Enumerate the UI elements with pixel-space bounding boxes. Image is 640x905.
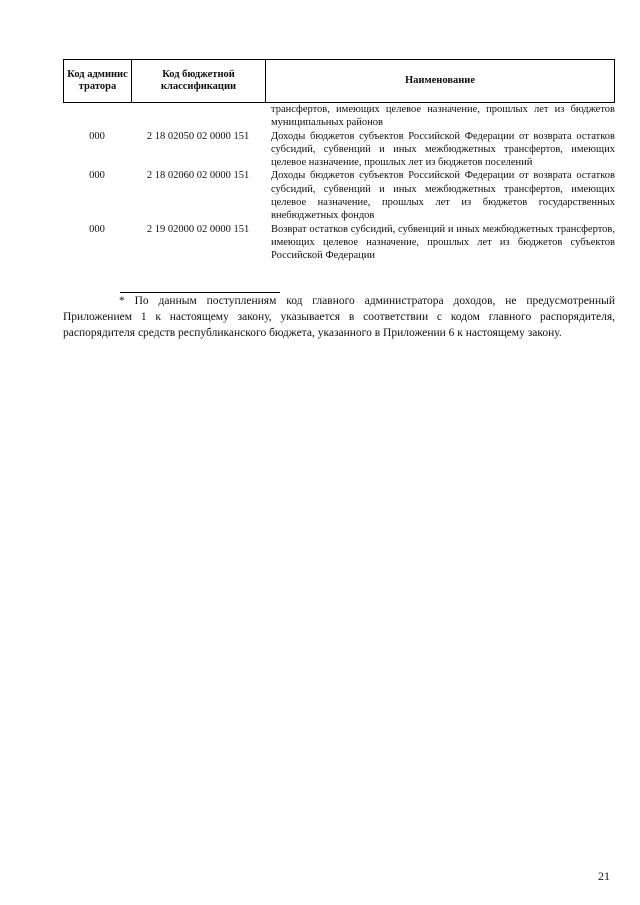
- row-code-cell: 2 19 02000 02 0000 151: [146, 223, 250, 235]
- page-number: 21: [598, 869, 610, 883]
- row-code-cell: 2 18 02050 02 0000 151: [146, 130, 250, 142]
- table-row: [63, 169, 615, 222]
- table-row-continuation: [63, 103, 615, 130]
- table-header: [63, 59, 615, 103]
- table-row: [63, 130, 615, 170]
- header-name: Наименование: [405, 75, 475, 86]
- row-name-cell: трансфертов, имеющих целевое назначение, прошлых лет из бюджетов муниципальных районов: [271, 104, 615, 129]
- row-code-cell: 2 18 02060 02 0000 151: [146, 170, 250, 182]
- table-body: [63, 103, 615, 263]
- row-admin-cell: 000: [89, 170, 105, 182]
- header-admin-code: Код админис тратора: [64, 60, 132, 102]
- row-admin-cell: 000: [89, 223, 105, 235]
- row-name-cell: Доходы бюджетов субъектов Российской Федерации от возврата остатков субсидий, субвенций и иных межбюджетных трансфертов, имеющих целевое назначение, прошлых лет из бюджетов поселений: [271, 130, 615, 169]
- row-name-cell: Доходы бюджетов субъектов Российской Федерации от возврата остатков субсидий, субвенций и иных межбюджетных трансфертов, имеющих целевое назначение, прошлых лет из бюджетов государственных внебюджетных фондов: [271, 170, 615, 222]
- header-budget-code: Код бюджетной классификации: [132, 60, 266, 102]
- table-row: [63, 223, 615, 263]
- row-admin-cell: 000: [89, 130, 105, 142]
- row-name-cell: Возврат остатков субсидий, субвенций и иных межбюджетных трансфертов, имеющих целевое назначение, прошлых лет из бюджетов субъектов Российской Федерации: [271, 223, 615, 262]
- footnote-text: * По данным поступлениям код главного администратора доходов, не предусмотренный Приложением 1 к настоящему закону, указывается в соответствии с кодом главного распорядителя, распорядителя средств республиканского бюджета, указанного в Приложении 6 к настоящему закону.: [63, 295, 615, 339]
